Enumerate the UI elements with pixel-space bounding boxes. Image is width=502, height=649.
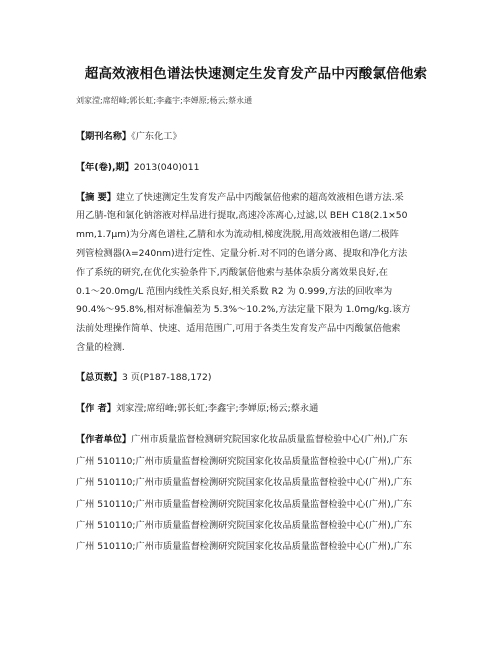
affiliation-line: 广州 510110;广州市质量监督检测研究院国家化妆品质量监督检验中心(广州),广东 <box>76 541 412 553</box>
affiliation-line <box>76 429 436 450</box>
journal-label: 【期刊名称】 <box>76 131 132 142</box>
year-issue-field <box>76 158 436 179</box>
author-list: 刘家滢;席绍峰;郭长虹;李鑫宇;李婵原;杨云;蔡永通 <box>76 96 253 105</box>
abstract-line: mm,1.7μm)为分离色谱柱,乙腈和水为流动相,梯度洗脱,用高效液相色谱/二极阵 <box>76 229 399 241</box>
abstract-line: 含量的检测. <box>76 341 125 353</box>
abstract-line: 90.4%～95.8%,相对标准偏差为 5.3%～10.2%,方法定量下限为 1.0mg/kg.该方 <box>76 304 411 316</box>
pages-field <box>76 368 436 389</box>
journal-field <box>76 127 436 148</box>
year-issue-value: 2013(040)011 <box>133 161 200 173</box>
affiliation-line: 广州 510110;广州市质量监督检测研究院国家化妆品质量监督检验中心(广州),广东 <box>76 519 412 531</box>
abstract-line: 作了系统的研究,在优化实验条件下,丙酸氯倍他索与基体杂质分离效果良好,在 <box>76 266 388 278</box>
authors-value: 刘家滢;席绍峰;郭长虹;李鑫宇;李婵原;杨云;蔡永通 <box>115 402 319 414</box>
affiliation-text: 广州市质量监督检测研究院国家化妆品质量监督检验中心(广州),广东 <box>131 434 408 446</box>
affiliation-line: 广州 510110;广州市质量监督检测研究院国家化妆品质量监督检验中心(广州),广东 <box>76 455 412 467</box>
authors-field <box>76 399 436 420</box>
pages-label: 【总页数】 <box>76 371 122 383</box>
journal-value: 《广东化工》 <box>131 131 182 142</box>
affiliation-line: 广州 510110;广州市质量监督检测研究院国家化妆品质量监督检验中心(广州),广东 <box>76 498 412 510</box>
abstract-line: 0.1～20.0mg/L 范围内线性关系良好,相关系数 R2 为 0.999,方法的回收率为 <box>76 285 393 297</box>
affiliation-line: 广州 510110;广州市质量监督检测研究院国家化妆品质量监督检验中心(广州),广东 <box>76 477 412 489</box>
abstract-line <box>76 189 436 208</box>
year-issue-label: 【年(卷),期】 <box>76 161 134 173</box>
abstract-block <box>76 189 436 358</box>
authors-label: 【作 者】 <box>76 402 116 414</box>
pages-value: 3 页(P187-188,172) <box>121 371 212 383</box>
abstract-label: 【摘 要】 <box>76 191 116 203</box>
affiliation-label: 【作者单位】 <box>76 434 132 446</box>
abstract-text: 建立了快速测定生发育发产品中丙酸氯倍他索的超高效液相色谱方法.采 <box>115 191 404 203</box>
abstract-line: 法前处理操作简单、快速、适用范围广,可用于各类生发育发产品中丙酸氯倍他索 <box>76 323 401 335</box>
abstract-line: 用乙腈-饱和氯化钠溶液对样品进行提取,高速冷冻离心,过滤,以 BEH C18(2.1×50 <box>76 210 408 222</box>
abstract-line: 列管检测器(λ=240nm)进行定性、定量分析.对不同的色谱分离、提取和净化方法 <box>76 247 408 259</box>
affiliation-block <box>76 429 436 557</box>
paper-title: 超高效液相色谱法快速测定生发育发产品中丙酸氯倍他索 <box>84 66 428 82</box>
